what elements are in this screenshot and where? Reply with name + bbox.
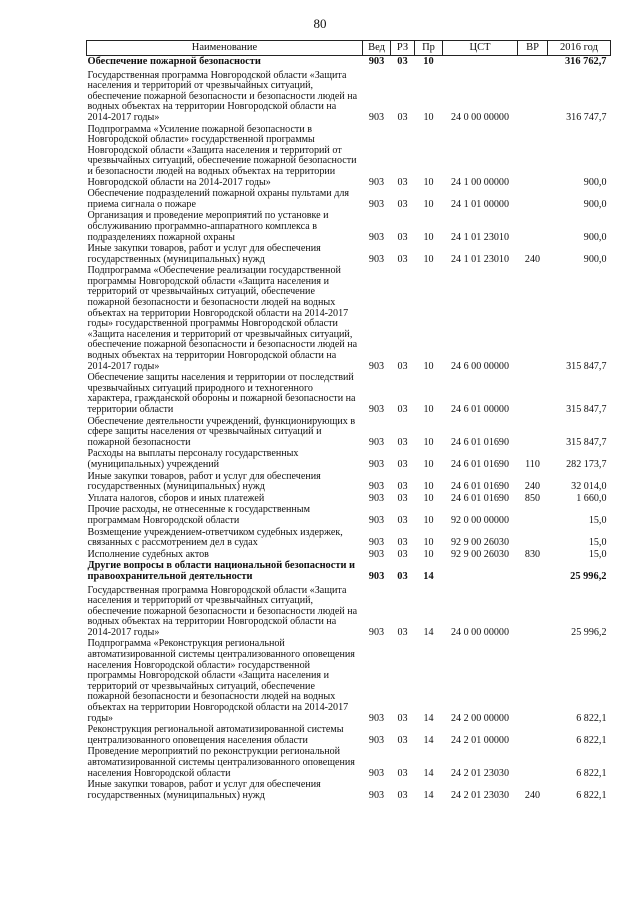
row-pr-cell: 14	[423, 626, 434, 638]
column-header-year: 2016 год	[548, 41, 611, 56]
row-rz-cell: 03	[397, 360, 408, 372]
row-pr-cell: 10	[423, 404, 434, 415]
row-vr-cell	[518, 416, 548, 449]
page-number: 80	[313, 16, 327, 31]
row-rz-cell: 03	[397, 492, 408, 504]
row-vr-cell	[518, 265, 548, 372]
row-vr-cell	[518, 638, 548, 724]
row-cst-cell: 24 6 01 01690	[450, 458, 510, 470]
table-row	[87, 471, 611, 493]
row-ved-cell: 903	[368, 570, 385, 582]
row-amount-cell: 6 822,1	[576, 712, 607, 724]
row-vr-cell	[518, 188, 548, 210]
row-cst-cell: 24 0 00 00000	[450, 626, 510, 638]
row-pr-cell: 10	[423, 537, 434, 549]
row-amount-cell: 900,0	[583, 198, 607, 210]
row-name-cell: Иные закупки товаров, работ и услуг для обеспечения государственных (муниципальных) нужд	[87, 779, 321, 801]
row-pr-cell: 14	[423, 767, 434, 779]
row-rz-cell: 03	[397, 111, 408, 123]
row-vr-cell: 240	[524, 789, 541, 801]
table-row	[87, 724, 611, 746]
row-pr-cell: 10	[423, 492, 434, 504]
row-amount-cell: 315 847,7	[566, 360, 607, 372]
row-rz-cell: 03	[397, 404, 408, 415]
row-name-cell: Обеспечение пожарной безопасности	[87, 56, 261, 67]
row-name-cell: Подпрограмма «Обеспечение реализации государственной программы Новгородской области «Защита населения и территорий от чрезвычайных ситуаций, обеспечение пожарной безопасности и безопасности людей на водных объектах на территории Новгородской области на 2014-2017 годы» государственной программы Новгородской области «Защита населения и территорий от чрезвычайных ситуаций, обеспечение пожарной безопасности и безопасности людей на водных объектах на территории Новгородской области на 2014-2017 годы»	[87, 265, 358, 372]
row-cst-cell: 24 2 01 23030	[450, 767, 510, 779]
row-pr-cell: 10	[423, 458, 434, 470]
table-row	[87, 56, 611, 68]
row-ved-cell: 903	[368, 789, 385, 801]
column-header-name: Наименование	[87, 41, 363, 56]
row-rz-cell: 03	[397, 231, 408, 243]
column-header-cst: ЦСТ	[443, 41, 518, 56]
row-ved-cell: 903	[368, 231, 385, 243]
table-row	[87, 493, 611, 505]
table-row	[87, 746, 611, 779]
row-cst-cell: 24 6 01 01690	[450, 481, 510, 493]
row-rz-cell: 03	[397, 253, 408, 265]
column-header-rz: РЗ	[391, 41, 415, 56]
row-rz-cell: 03	[397, 548, 408, 560]
table-row	[87, 372, 611, 415]
table-header-row	[87, 41, 611, 56]
table-row	[87, 243, 611, 265]
row-ved-cell: 903	[368, 111, 385, 123]
row-cst-cell: 92 9 00 26030	[450, 548, 510, 560]
row-ved-cell: 903	[368, 712, 385, 724]
row-pr-cell: 10	[423, 436, 434, 448]
row-rz-cell: 03	[397, 56, 408, 67]
row-ved-cell: 903	[368, 537, 385, 549]
table-row	[87, 779, 611, 801]
row-vr-cell: 240	[524, 481, 541, 493]
row-ved-cell: 903	[368, 253, 385, 265]
table-row	[87, 549, 611, 561]
row-rz-cell: 03	[397, 514, 408, 526]
row-cst-cell	[443, 560, 518, 582]
row-rz-cell: 03	[397, 481, 408, 493]
row-name-cell: Иные закупки товаров, работ и услуг для обеспечения государственных (муниципальных) нужд	[87, 470, 321, 493]
row-vr-cell: 830	[524, 548, 541, 560]
row-cst-cell: 24 6 01 01690	[450, 492, 510, 504]
column-header-vr: ВР	[518, 41, 548, 56]
row-cst-cell	[443, 56, 518, 68]
row-ved-cell: 903	[368, 514, 385, 526]
row-pr-cell: 10	[423, 253, 434, 265]
row-amount-cell: 6 822,1	[576, 767, 607, 779]
row-ved-cell: 903	[368, 767, 385, 779]
row-vr-cell: 110	[525, 458, 540, 470]
row-name-cell: Реконструкция региональной автоматизированной системы централизованного оповещения населения области	[87, 724, 344, 746]
row-rz-cell: 03	[397, 458, 408, 470]
row-ved-cell: 903	[368, 176, 385, 188]
table-row	[87, 265, 611, 372]
row-rz-cell: 03	[397, 789, 408, 801]
table-row	[87, 124, 611, 189]
row-vr-cell	[518, 583, 548, 639]
row-ved-cell: 903	[368, 458, 385, 470]
row-ved-cell: 903	[368, 481, 385, 493]
row-amount-cell: 15,0	[588, 548, 607, 560]
row-pr-cell: 10	[423, 176, 434, 188]
row-cst-cell: 24 6 01 00000	[450, 404, 510, 415]
row-pr-cell: 10	[423, 111, 434, 123]
row-vr-cell	[518, 372, 548, 415]
row-rz-cell: 03	[397, 537, 408, 549]
row-vr-cell: 240	[524, 253, 541, 265]
row-name-cell: Обеспечение защиты населения и территории от последствий чрезвычайных ситуаций природного и техногенного характера, гражданской обороны и пожарной безопасности на территории области	[87, 372, 356, 415]
row-pr-cell: 10	[423, 481, 434, 493]
row-ved-cell: 903	[368, 360, 385, 372]
row-rz-cell: 03	[397, 734, 408, 746]
row-amount-cell: 15,0	[588, 537, 607, 549]
table-row	[87, 188, 611, 210]
row-name-cell: Обеспечение деятельности учреждений, функционирующих в сфере защиты населения от чрезвычайных ситуаций и пожарной безопасности	[87, 415, 356, 448]
row-vr-cell	[518, 527, 548, 549]
row-name-cell: Уплата налогов, сборов и иных платежей	[87, 492, 265, 504]
row-amount-cell: 315 847,7	[566, 404, 607, 415]
row-name-cell: Прочие расходы, не отнесенные к государственным программам Новгородской области	[87, 504, 310, 526]
row-pr-cell: 10	[423, 231, 434, 243]
row-cst-cell: 92 9 00 26030	[450, 537, 510, 549]
row-amount-cell: 32 014,0	[571, 481, 607, 493]
row-ved-cell: 903	[368, 198, 385, 210]
row-cst-cell: 24 6 01 01690	[450, 436, 510, 448]
row-ved-cell: 903	[368, 56, 385, 67]
row-amount-cell: 315 847,7	[566, 436, 607, 448]
row-name-cell: Исполнение судебных актов	[87, 548, 209, 560]
table-row	[87, 638, 611, 724]
row-amount-cell: 316 762,7	[564, 56, 607, 67]
row-rz-cell: 03	[397, 198, 408, 210]
row-vr-cell	[518, 56, 548, 68]
row-pr-cell: 10	[423, 360, 434, 372]
row-ved-cell: 903	[368, 436, 385, 448]
row-amount-cell: 900,0	[583, 253, 607, 265]
row-vr-cell	[518, 746, 548, 779]
table-body	[87, 56, 611, 802]
row-ved-cell: 903	[368, 404, 385, 415]
row-name-cell: Возмещение учреждением-ответчиком судебных издержек, связанных с рассмотрением дел в судах	[87, 526, 343, 549]
row-name-cell: Государственная программа Новгородской области «Защита населения и территорий от чрезвычайных ситуаций, обеспечение пожарной безопасности и безопасности людей на водных объектах на территории Новгородской области на 2014-2017 годы»	[87, 69, 358, 123]
row-name-cell: Обеспечение подразделений пожарной охраны пультами для приема сигнала о пожаре	[87, 188, 350, 210]
table-row	[87, 68, 611, 124]
table-row	[87, 448, 611, 470]
row-cst-cell: 24 6 00 00000	[450, 360, 510, 372]
row-pr-cell: 14	[423, 789, 434, 801]
table-row	[87, 504, 611, 526]
row-vr-cell	[518, 68, 548, 124]
row-name-cell: Расходы на выплаты персоналу государственных (муниципальных) учреждений	[87, 448, 299, 470]
row-amount-cell: 316 747,7	[566, 111, 607, 123]
row-cst-cell: 24 1 00 00000	[450, 176, 510, 188]
row-pr-cell: 10	[423, 514, 434, 526]
row-vr-cell	[518, 210, 548, 243]
row-cst-cell: 92 0 00 00000	[450, 514, 510, 526]
row-name-cell: Подпрограмма «Усиление пожарной безопасности в Новгородской области» государственной программы Новгородской области «Защита населения и территорий от чрезвычайных ситуаций, обеспечение пожарной безопасности и безопасности людей на водных объектах на территории Новгородской области на 2014-2017 годы»	[87, 123, 357, 188]
table-row	[87, 527, 611, 549]
row-cst-cell: 24 2 01 23030	[450, 789, 510, 801]
row-name-cell: Другие вопросы в области национальной безопасности и правоохранительной деятельности	[87, 560, 356, 582]
row-vr-cell: 850	[524, 492, 541, 504]
table-row	[87, 210, 611, 243]
row-cst-cell: 24 1 01 00000	[450, 198, 510, 210]
row-cst-cell: 24 1 01 23010	[450, 231, 510, 243]
column-header-pr: Пр	[415, 41, 443, 56]
row-name-cell: Организация и проведение мероприятий по установке и обслуживанию программно-аппаратного комплекса в подразделениях пожарной охраны	[87, 210, 329, 243]
row-name-cell: Государственная программа Новгородской области «Защита населения и территорий от чрезвычайных ситуаций, обеспечение пожарной безопасности и безопасности людей на водных объектах на территории Новгородской области на 2014-2017 годы»	[87, 584, 358, 638]
row-rz-cell: 03	[397, 570, 408, 582]
row-pr-cell: 14	[423, 712, 434, 724]
table-row	[87, 416, 611, 449]
row-amount-cell: 6 822,1	[576, 789, 607, 801]
row-rz-cell: 03	[397, 767, 408, 779]
row-amount-cell: 900,0	[583, 231, 607, 243]
row-amount-cell: 15,0	[588, 514, 607, 526]
row-ved-cell: 903	[368, 734, 385, 746]
row-amount-cell: 1 660,0	[576, 492, 607, 504]
row-ved-cell: 903	[368, 492, 385, 504]
row-pr-cell: 10	[423, 548, 434, 560]
row-ved-cell: 903	[368, 548, 385, 560]
row-vr-cell	[518, 724, 548, 746]
row-cst-cell: 24 2 01 00000	[450, 734, 510, 746]
budget-table	[86, 40, 611, 801]
row-rz-cell: 03	[397, 712, 408, 724]
row-amount-cell: 900,0	[583, 176, 607, 188]
row-rz-cell: 03	[397, 626, 408, 638]
row-cst-cell: 24 0 00 00000	[450, 111, 510, 123]
row-rz-cell: 03	[397, 436, 408, 448]
row-amount-cell: 6 822,1	[576, 734, 607, 746]
row-vr-cell	[518, 504, 548, 526]
row-pr-cell: 10	[423, 56, 434, 67]
row-amount-cell: 25 996,2	[571, 626, 607, 638]
row-amount-cell: 282 173,7	[566, 458, 607, 470]
row-vr-cell	[518, 560, 548, 582]
row-cst-cell: 24 1 01 23010	[450, 253, 510, 265]
row-pr-cell: 14	[423, 734, 434, 746]
row-amount-cell: 25 996,2	[570, 570, 607, 582]
row-pr-cell: 10	[423, 198, 434, 210]
row-name-cell: Иные закупки товаров, работ и услуг для обеспечения государственных (муниципальных) нужд	[87, 243, 321, 265]
row-cst-cell: 24 2 00 00000	[450, 712, 510, 724]
row-name-cell: Проведение мероприятий по реконструкции региональной автоматизированной системы централизованного оповещения населения Новгородской области	[87, 746, 355, 779]
column-header-ved: Вед	[363, 41, 391, 56]
row-rz-cell: 03	[397, 176, 408, 188]
row-name-cell: Подпрограмма «Реконструкция региональной автоматизированной системы централизованного оповещения населения Новгородской области» государственной программы Новгородской области «Защита населения и территорий от чрезвычайных ситуаций, обеспечение пожарной безопасности и безопасности людей на водных объектах на территории Новгородской области на 2014-2017 годы»	[87, 638, 355, 724]
row-ved-cell: 903	[368, 626, 385, 638]
table-row	[87, 560, 611, 582]
table-row	[87, 583, 611, 639]
row-vr-cell	[518, 124, 548, 189]
row-pr-cell: 14	[423, 570, 434, 582]
